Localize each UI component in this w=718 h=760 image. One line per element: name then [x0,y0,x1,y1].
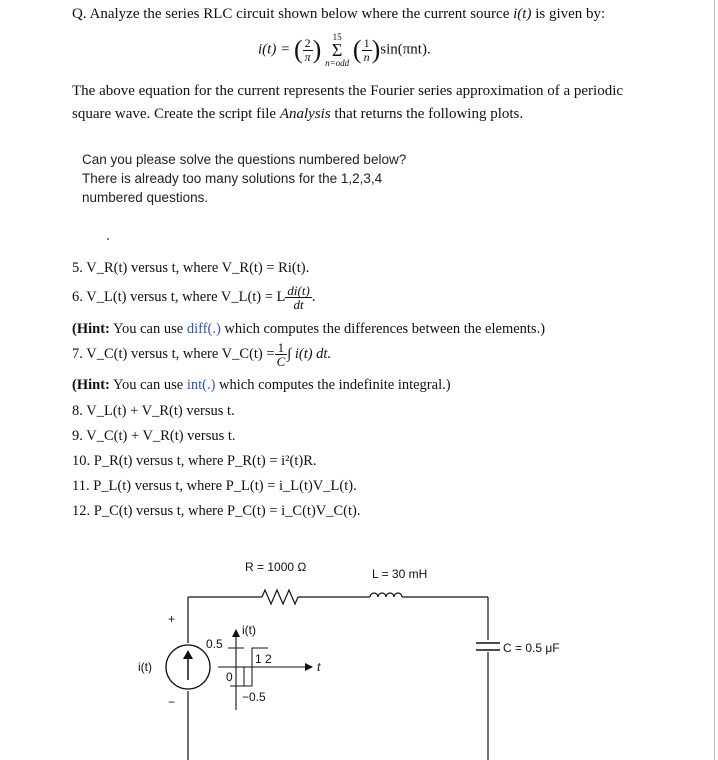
graph-x-arrow-icon [305,663,313,671]
hint-2: (Hint: You can use int(.) which computes the indefinite integral.) [72,377,451,393]
question-var: i(t) [513,6,532,22]
eq-term-frac: $\frac{1}{n}$ [363,35,370,64]
resistor-icon [262,590,298,604]
item-11: 11. P_L(t) versus t, where P_L(t) = i_L(t)V_L(t). [72,478,357,494]
item7-frac: $\frac{1}{C}$ [276,340,286,369]
description-paragraph [72,80,642,126]
item-10: 10. P_R(t) versus t, where P_R(t) = i²(t)R. [72,453,317,469]
item-12: 12. P_C(t) versus t, where P_C(t) = i_C(t)V_C(t). [72,503,361,519]
question-prefix: Q. Analyze the series RLC circuit shown below where the current source [72,6,510,22]
item-8: 8. V_L(t) + V_R(t) versus t. [72,403,235,419]
item-6: 6. V_L(t) versus t, where V_L(t) = L $\frac{di(t)}{dt}$ . [72,283,316,312]
eq-lhs: i(t) = [258,41,291,58]
script-name: Analysis [279,106,331,122]
inductor-icon [370,593,402,597]
request-note [82,150,502,207]
item-5: 5. V_R(t) versus t, where V_R(t) = Ri(t). [72,260,310,276]
eq-coef-frac: $\frac{2}{\pi}$ [304,35,311,64]
graph-zero: 0 [226,670,233,684]
int-func: int(.) [186,377,216,393]
question-suffix: is given by: [535,6,606,22]
note-line3: numbered questions. [82,190,209,205]
note-line2: There is already too many solutions for the 1,2,3,4 [82,171,383,186]
rlc-circuit-diagram [0,540,718,760]
note-line1: Can you please solve the questions numbered below? [82,152,407,167]
paragraph-line2: square wave. Create the script file Analysis that returns the following plots. [72,106,524,122]
eq-summation: 15 Σ n=odd [325,32,350,68]
item6-frac: $\frac{di(t)}{dt}$ [287,283,310,312]
eq-func: sin(πnt). [380,41,431,58]
paragraph-line1: The above equation for the current represents the Fourier series approximation of a periodic [72,83,624,99]
source-minus: − [168,695,176,709]
item-9: 9. V_C(t) + V_R(t) versus t. [72,428,236,444]
diff-func: diff(.) [186,321,221,337]
item-7: 7. V_C(t) versus t, where V_C(t) = $\frac{1}{C}$ ∫ i(t) dt. [72,340,332,369]
stray-dot [107,238,109,240]
graph-low-value: −0.5 [242,690,266,704]
source-label: i(t) [138,660,152,674]
capacitor-label: C = 0.5 μF [503,641,560,655]
graph-ticks: 1 2 [255,652,272,666]
graph-y-arrow-icon [232,629,240,637]
resistor-label: R = 1000 Ω [245,560,307,574]
graph-high-value: 0.5 [206,637,223,651]
source-arrow-head-icon [183,650,193,659]
graph-xlabel: t [317,660,321,674]
graph-ylabel: i(t) [242,623,256,637]
hint-1: (Hint: You can use diff(.) which computes the differences between the elements.) [72,321,546,337]
fourier-equation: i(t) = ( $\frac{2}{\pi}$ ) 15 Σ n=odd ( $\frac{1}{n}$ )sin(πnt). [258,32,431,68]
question-line [72,6,605,23]
source-plus: + [168,612,176,626]
inductor-label: L = 30 mH [372,567,428,581]
